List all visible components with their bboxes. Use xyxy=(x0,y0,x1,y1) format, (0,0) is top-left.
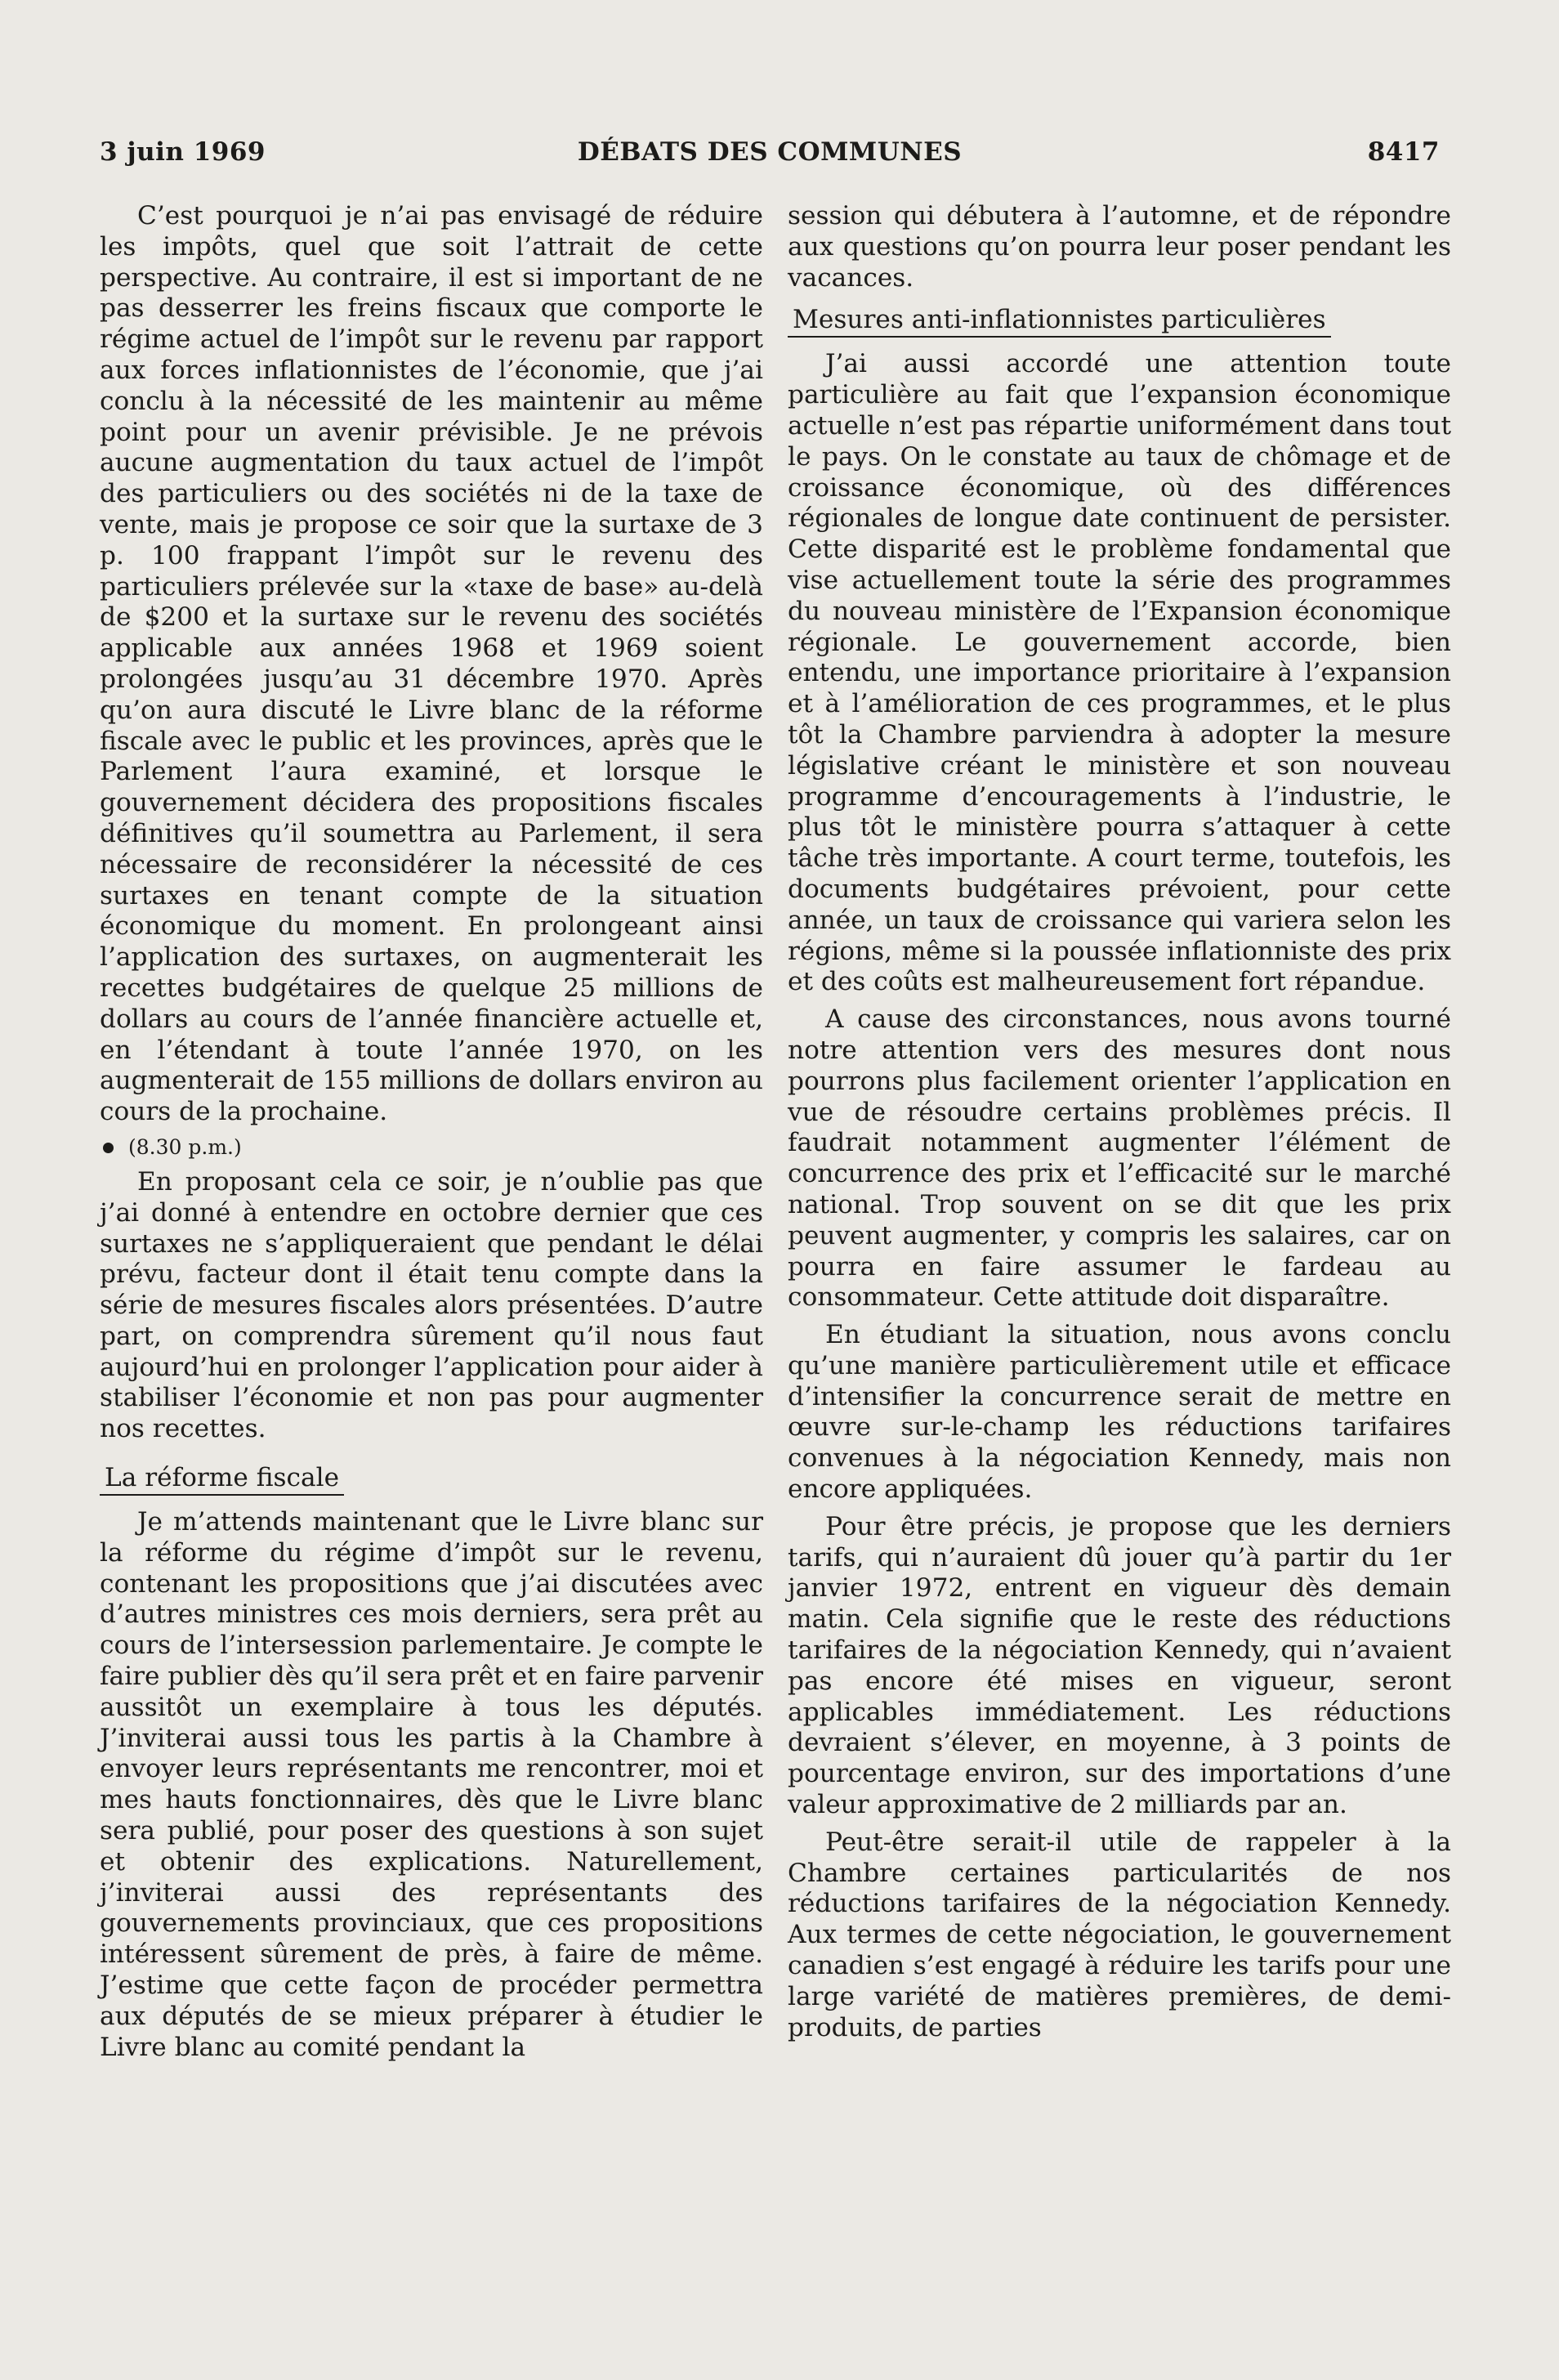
header-title: DÉBATS DES COMMUNES xyxy=(577,137,963,167)
section-heading-mesures: Mesures anti-inflationnistes particulières xyxy=(788,305,1331,338)
left-paragraph-1: C’est pourquoi je n’ai pas envisagé de réduire les impôts, quel que soit l’attrait de cette perspective. Au contraire, il est si important de ne pas desserrer les freins fiscaux que comporte le régime actuel de l’impôt sur le revenu par rapport aux forces inflationnistes de l’économie, que j’ai conclu à la nécessité de les maintenir au même point pour un avenir prévisible. Je ne prévois aucune augmentation du taux actuel de l’impôt des particuliers ou des sociétés ni de la taxe de vente, mais je propose ce soir que la surtaxe de 3 p. 100 frappant l’impôt sur le revenu des particuliers prélevée sur la «taxe de base» au-delà de $200 et la surtaxe sur le revenu des sociétés applicable aux années 1968 et 1969 soient prolongées jusqu’au 31 décembre 1970. Après qu’on aura discuté le Livre blanc de la réforme fiscale avec le public et les provinces, après que le Parlement l’aura examiné, et lorsque le gouvernement décidera des propositions fiscales définitives qu’il soumettra au Parlement, il sera nécessaire de reconsidérer la nécessité de ces surtaxes en tenant compte de la situation économique du moment. En prolongeant ainsi l’application des surtaxes, on augmenterait les recettes budgétaires de quelque 25 millions de dollars au cours de l’année financière actuelle et, en l’étendant à toute l’année 1970, on les augmenterait de 155 millions de dollars environ au cours de la prochaine. xyxy=(100,201,763,1127)
section-heading-reforme-fiscale: La réforme fiscale xyxy=(100,1463,344,1496)
header-date: 3 juin 1969 xyxy=(100,137,266,167)
header-page-number: 8417 xyxy=(1367,137,1440,167)
time-marker xyxy=(100,1133,763,1162)
right-paragraph-5: Peut-être serait-il utile de rappeler à la Chambre certaines particularités de nos réductions tarifaires de la négociation Kennedy. Aux termes de cette négociation, le gouvernement canadien s’est engagé à réduire les tarifs pour une large variété de matières premières, de demi-produits, de parties xyxy=(788,1827,1451,2042)
left-paragraph-3: Je m’attends maintenant que le Livre blanc sur la réforme du régime d’impôt sur le revenu, contenant les propositions que j’ai discutées avec d’autres ministres ces mois derniers, sera prêt au cours de l’intersession parlementaire. Je compte le faire publier dès qu’il sera prêt et en faire parvenir aussitôt un exemplaire à tous les députés. J’inviterai aussi tous les partis à la Chambre à envoyer leurs représentants me rencontrer, moi et mes hauts fonctionnaires, dès que le Livre blanc sera publié, pour poser des questions à son sujet et obtenir des explications. Naturellement, j’inviterai aussi des représentants des gouvernements provinciaux, que ces propositions intéressent sûrement de près, à faire de même. J’estime que cette façon de procéder permettra aux députés de se mieux préparer à étudier le Livre blanc au comité pendant la xyxy=(100,1507,763,2062)
bullet-icon xyxy=(103,1143,114,1153)
right-column xyxy=(788,201,1451,2043)
page-header xyxy=(100,137,1440,173)
left-paragraph-2: En proposant cela ce soir, je n’oublie pas que j’ai donné à entendre en octobre dernier que ces surtaxes ne s’appliqueraient que pendant le délai prévu, facteur dont il était tenu compte dans la série de mesures fiscales alors présentées. D’autre part, on comprendra sûrement qu’il nous faut aujourd’hui en prolonger l’application pour aider à stabiliser l’économie et non pas pour augmenter nos recettes. xyxy=(100,1166,763,1444)
right-paragraph-2: A cause des circonstances, nous avons tourné notre attention vers des mesures dont nous pourrons plus facilement orienter l’application en vue de résoudre certains problèmes précis. Il faudrait notamment augmenter l’élément de concurrence des prix et l’efficacité sur le marché national. Trop souvent on se dit que les prix peuvent augmenter, y compris les salaires, car on pourra en faire assumer le fardeau au consommateur. Cette attitude doit disparaître. xyxy=(788,1004,1451,1313)
right-paragraph-0: session qui débutera à l’automne, et de répondre aux questions qu’on pourra leur poser pendant les vacances. xyxy=(788,201,1451,293)
right-paragraph-3: En étudiant la situation, nous avons conclu qu’une manière particulièrement utile et efficace d’intensifier la concurrence serait de mettre en œuvre sur-le-champ les réductions tarifaires convenues à la négociation Kennedy, mais non encore appliquées. xyxy=(788,1320,1451,1505)
right-paragraph-1: J’ai aussi accordé une attention toute particulière au fait que l’expansion économique actuelle n’est pas répartie uniformément dans tout le pays. On le constate au taux de chômage et de croissance économique, où des différences régionales de longue date continuent de persister. Cette disparité est le problème fondamental que vise actuellement toute la série des programmes du nouveau ministère de l’Expansion économique régionale. Le gouvernement accorde, bien entendu, une importance prioritaire à l’expansion et à l’amélioration de ces programmes, et le plus tôt la Chambre parviendra à adopter la mesure législative créant le ministère et son nouveau programme d’encouragements à l’industrie, le plus tôt le ministère pourra s’attaquer à cette tâche très importante. A court terme, toutefois, les documents budgétaires prévoient, pour cette année, un taux de croissance qui variera selon les régions, même si la poussée inflationniste des prix et des coûts est malheureusement fort répandue. xyxy=(788,349,1451,997)
time-marker-text: (8.30 p.m.) xyxy=(128,1134,242,1159)
left-column xyxy=(100,201,763,2063)
right-paragraph-4: Pour être précis, je propose que les derniers tarifs, qui n’auraient dû jouer qu’à partir du 1er janvier 1972, entrent en vigueur dès demain matin. Cela signifie que le reste des réductions tarifaires de la négociation Kennedy, qui n’avaient pas encore été mises en vigueur, seront applicables immédiatement. Les réductions devraient s’élever, en moyenne, à 3 points de pourcentage environ, sur des importations d’une valeur approximative de 2 milliards par an. xyxy=(788,1511,1451,1820)
